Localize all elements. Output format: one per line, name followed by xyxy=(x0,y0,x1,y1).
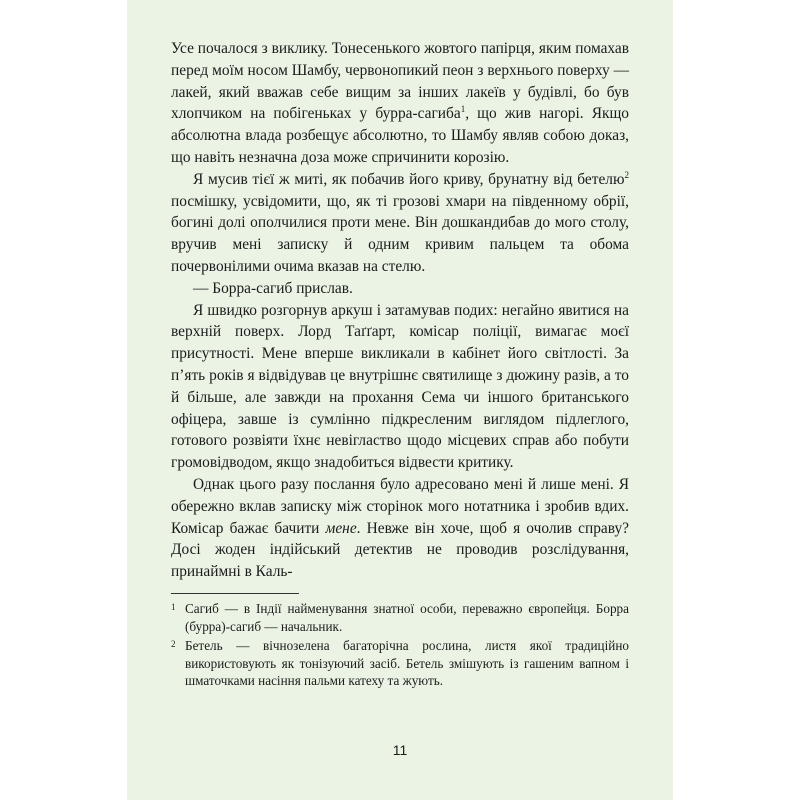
footnote-text: Бетель — вічнозелена багаторічна рослина, листя якої традиційно використовують як тонізуючий засіб. Бетель змішують із гашеним вапном і шматочками насіння пальми катеху та жують. xyxy=(185,638,629,689)
footnote-ref: 2 xyxy=(624,169,629,180)
text-run: Я швидко розгорнув аркуш і затамував подих: негайно явитися на верхній поверх. Лорд Таґґарт, комісар поліції, вимагає моєї присутності. Мене вперше викликали в кабінет його світлості. За п’ять років я відвідував це внутрішнє святилище з дюжину разів, а то й більше, але завжди на прохання Сема чи іншого британського офіцера, завше із сумлінно підкресленим виглядом підлеглого, готового розвіяти їхнє невігластво щодо місцевих справ або побути громовідводом, якщо знадобиться відвести критику. xyxy=(171,301,629,472)
text-run: Усе почалося з виклику. Тонесенького жовтого папірця, яким помахав перед моїм носом Шамбу, червонопикий пеон з верхнього поверху — лакей, який вважав себе вищим за інших лакеїв у будівлі, бо був хлопчиком на побігеньках у бурра-сагиба xyxy=(171,40,629,123)
text-run: Однак цього разу послання було адресовано мені й лише мені. Я обережно вклав записку між сторінок мого нотатника і зробив вдих. Комісар бажає бачити xyxy=(171,475,629,537)
footnotes xyxy=(171,600,629,690)
paragraph xyxy=(171,474,629,583)
page-number: 11 xyxy=(392,742,408,758)
paragraph xyxy=(171,38,629,169)
text-run: , що жив нагорі. Якщо абсолютна влада розбещує абсолютно, то Шамбу являв собою доказ, що навіть незначна доза може спричинити корозію. xyxy=(171,105,629,166)
text-run: Я мусив тієї ж миті, як побачив його криву, брунатну від бетелю xyxy=(193,170,625,188)
text-run: — Борра-сагиб прислав. xyxy=(193,279,353,297)
footnote-divider xyxy=(171,593,299,594)
footnote-text: Сагиб — в Індії найменування знатної особи, переважно європейця. Борра (бурра)-сагиб — начальник. xyxy=(185,600,629,634)
footnote-number: 2 xyxy=(171,639,176,650)
paragraph xyxy=(171,300,629,474)
main-text xyxy=(171,38,629,583)
text-run: . Невже він хоче, щоб я очолив справу? Досі жоден індійський детектив не проводив розслідування, принаймні в Каль- xyxy=(171,519,629,581)
paragraph xyxy=(171,278,629,300)
footnote xyxy=(171,637,629,690)
text-run: посмішку, усвідомити, що, як ті грозові хмари на південному обрії, богині долі ополчилися проти мене. Він дошкандибав до мого столу, вручив мені записку й одним кривим пальцем та обома почервонілими очима вказав на стелю. xyxy=(171,192,629,275)
emphasis-text: мене xyxy=(325,519,357,537)
footnote-ref: 1 xyxy=(460,104,466,115)
footnote xyxy=(171,600,629,635)
paragraph xyxy=(171,169,629,278)
footnote-number: 1 xyxy=(171,601,176,612)
book-page xyxy=(127,0,673,800)
